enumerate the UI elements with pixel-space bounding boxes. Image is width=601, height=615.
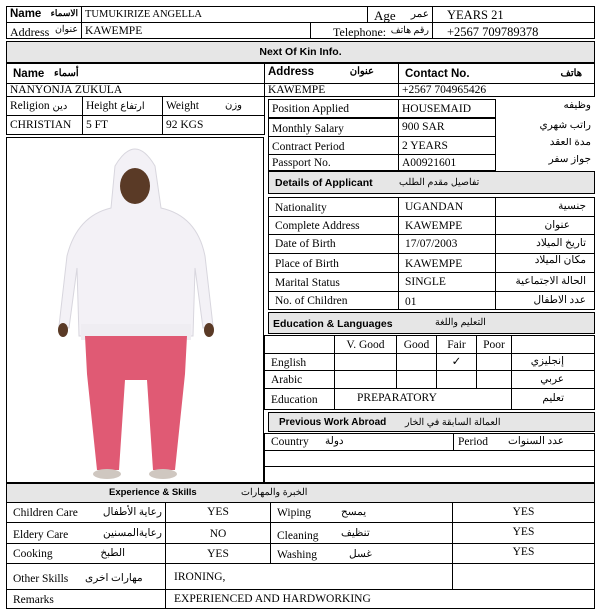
cleaning-label: Cleaning [277,530,319,542]
english-fair-check: ✓ [436,353,477,371]
monthly-salary-label: Monthly Salary [268,118,399,137]
skills-header-label: Experience & Skills [109,487,197,498]
marital-status-ar: الحالة الاجتماعية [495,272,595,292]
other-skills-value: IRONING, [165,563,453,590]
education-value: PREPARATORY [334,388,512,410]
children-care-label-cell [6,502,166,523]
english-good [396,353,437,371]
work-country-cell [264,433,454,451]
kin-contact-label-ar: هاتف [560,68,582,79]
contract-period-label: Contract Period [268,136,399,155]
work-entry-2 [264,466,595,483]
eldery-care-ar: رعايةالمسنين [103,528,162,539]
work-entry-1 [264,450,595,467]
address-label-ar: عنوان [54,25,78,35]
religion-value: CHRISTIAN [6,115,83,135]
washing-label-cell [270,543,453,564]
weight-label: Weight [166,100,199,112]
cleaning-value: YES [452,522,595,544]
level-poor: Poor [476,335,512,354]
wiping-label: Wiping [277,507,312,519]
nationality-ar: جنسية [495,197,595,217]
date-of-birth-label: Date of Birth [268,234,399,254]
applicant-photo-figure [7,138,263,482]
telephone-label-cell [310,22,433,39]
cooking-ar: الطبخ [100,548,125,559]
kin-name-label: Name [13,68,45,80]
contract-period-value: 2 YEARS [398,136,496,155]
marital-status-label: Marital Status [268,272,399,292]
arabic-poor [476,370,512,389]
monthly-salary-ar: راتب شهري [539,121,591,131]
children-care-label: Children Care [13,507,78,519]
kin-address-label: Address [268,66,315,78]
religion-label: Religion [10,100,50,112]
washing-label: Washing [277,549,317,561]
level-v-good: V. Good [334,335,397,354]
eldery-care-value: NO [165,522,271,544]
details-header [268,171,595,194]
age-label: Age [374,8,396,23]
cooking-value: YES [165,543,271,564]
telephone-label: Telephone: [333,25,387,39]
skills-header-ar: الخبرة والمهارات [241,487,308,498]
edu-level-blank [264,335,335,354]
work-period-ar: عدد السنوات [508,436,564,447]
work-period-cell [453,433,595,451]
applicant-photo [6,137,264,483]
age-label-cell [367,6,433,23]
name-label-cell [6,6,82,23]
washing-ar: غسل [349,549,372,560]
wiping-ar: يمسح [341,507,367,518]
eldery-care-label-cell [6,522,166,544]
children-care-ar: رعاية الأطفال [102,507,162,518]
nationality-value: UGANDAN [398,197,496,217]
telephone-value: +2567 709789378 [432,22,595,39]
kin-contact-label-cell [398,63,595,84]
age-value: YEARS 21 [432,6,595,23]
passport-value: A00921601 [398,154,496,171]
remarks-label: Remarks [6,589,166,609]
work-header-label: Previous Work Abroad [279,417,387,428]
other-skills-label-cell [6,563,166,590]
monthly-salary-value: 900 SAR [398,118,496,137]
children-value: 01 [398,291,496,310]
height-label-ar: ارتفاع [120,101,145,112]
cooking-label-cell [6,543,166,564]
kin-contact-value: +2567 704965426 [398,83,595,97]
address-label: Address [10,25,50,39]
complete-address-label: Complete Address [268,216,399,235]
level-good: Good [396,335,437,354]
weight-label-ar: وزن [224,100,242,111]
complete-address-ar: عنوان [495,216,595,235]
position-applied-ar: وظيفه [563,101,591,111]
kin-address-label-ar: عنوان [349,66,374,77]
arabic-fair [436,370,477,389]
weight-value: 92 KGS [162,115,265,135]
washing-value: YES [452,543,595,564]
education-header-label: Education & Languages [273,318,393,330]
weight-label-cell [162,96,265,116]
place-of-birth-label: Place of Birth [268,253,399,273]
address-label-cell [6,22,82,39]
kin-address-value: KAWEMPE [264,83,399,97]
cleaning-ar: تنظيف [341,528,370,539]
other-skills-label: Other Skills [13,573,69,585]
english-poor [476,353,512,371]
work-period-label: Period [458,436,489,448]
children-ar: عدد الاطفال [495,291,595,310]
work-header [268,412,595,432]
work-country-label: Country [271,436,309,448]
nationality-label: Nationality [268,197,399,217]
cooking-label: Cooking [13,548,53,560]
address-value: KAWEMPE [81,22,311,39]
education-header [268,312,595,334]
education-ar: تعليم [511,388,595,410]
name-label: Name [10,8,42,20]
education-label: Education [264,388,335,410]
name-value: TUMUKIRIZE ANGELLA [81,6,368,23]
english-label: English [264,353,335,371]
arabic-label: Arabic [264,370,335,389]
kin-address-label-cell [264,63,399,84]
wiping-value: YES [452,502,595,523]
work-country-ar: دولة [325,436,344,447]
level-fair: Fair [436,335,477,354]
position-applied-label: Position Applied [268,99,399,118]
passport-label: Passport No. [268,154,399,171]
education-header-ar: التعليم واللغة [435,317,486,328]
age-label-ar: عمر [410,9,429,20]
date-of-birth-value: 17/07/2003 [398,234,496,254]
arabic-ar: عربي [511,370,595,389]
eldery-care-label: Eldery Care [13,529,69,541]
name-label-ar: الاسماء [50,8,78,18]
kin-name-label-cell [6,63,265,84]
date-of-birth-ar: تاريخ الميلاد [495,234,595,254]
place-of-birth-ar: مكان الميلاد [495,253,595,273]
kin-name-label-ar: أسماء [54,68,79,79]
next-of-kin-header: Next Of Kin Info. [6,41,595,63]
other-skills-extra [452,563,595,590]
marital-status-value: SINGLE [398,272,496,292]
passport-ar: جواز سفر [548,155,591,165]
arabic-good [396,370,437,389]
wiping-label-cell [270,502,453,523]
religion-label-ar: دين [52,101,68,112]
position-applied-value: HOUSEMAID [398,99,496,118]
children-label: No. of Children [268,291,399,310]
height-label: Height [86,100,118,112]
kin-name-value: NANYONJA ZUKULA [6,83,265,97]
contract-period-ar: مدة العقد [549,138,591,148]
remarks-value: EXPERIENCED AND HARDWORKING [165,589,595,609]
children-care-value: YES [165,502,271,523]
arabic-vgood [334,370,397,389]
details-header-label: Details of Applicant [275,177,373,189]
kin-contact-label: Contact No. [405,68,470,80]
work-header-ar: العمالة السابقة في الخار [405,417,501,428]
place-of-birth-value: KAWEMPE [398,253,496,273]
english-vgood [334,353,397,371]
height-value: 5 FT [82,115,163,135]
other-skills-ar: مهارات اخرى [85,573,143,584]
skills-header [6,483,595,503]
cleaning-label-cell [270,522,453,544]
details-header-ar: تفاصيل مقدم الطلب [399,177,480,188]
religion-label-cell [6,96,83,116]
telephone-label-ar: رقم هاتف [390,26,429,36]
english-ar: إنجليزي [511,353,595,371]
level-extra [511,335,595,354]
height-label-cell [82,96,163,116]
complete-address-value: KAWEMPE [398,216,496,235]
